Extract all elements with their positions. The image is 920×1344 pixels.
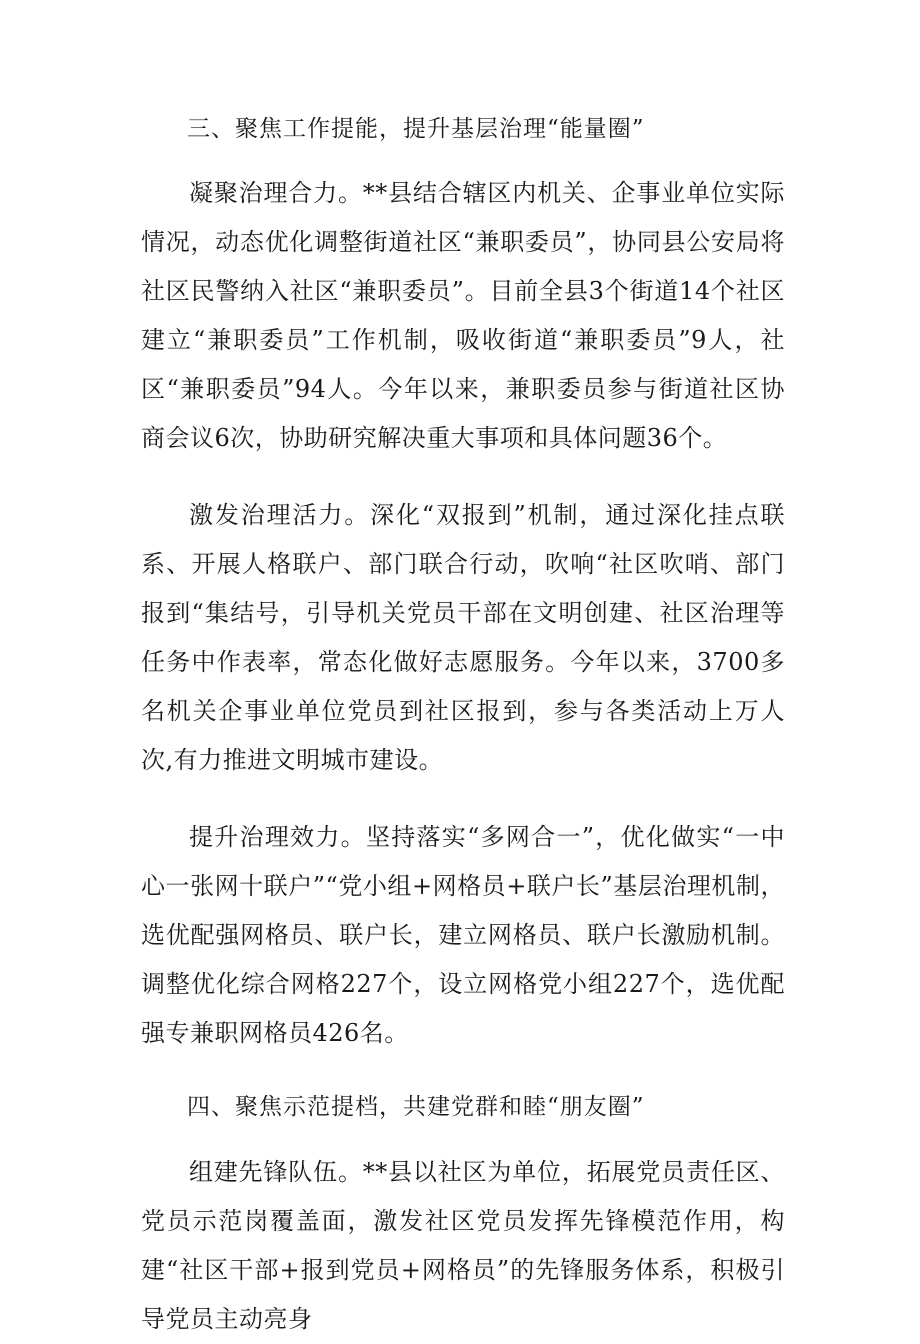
paragraph-governance-vitality: 激发治理活力。深化“双报到”机制，通过深化挂点联系、开展人格联户、部门联合行动，吹响“社区吹哨、部门报到“集结号，引导机关党员干部在文明创建、社区治理等任务中作表率，常态化做好志愿服务。今年以来，3700多名机关企事业单位党员到社区报到，参与各类活动上万人次,有力推进文明城市建设。 bbox=[141, 501, 785, 774]
section-3-heading: 三、聚焦工作提能，提升基层治理“能量圈” bbox=[187, 116, 645, 142]
paragraph-governance-cohesion: 凝聚治理合力。**县结合辖区内机关、企事业单位实际情况，动态优化调整街道社区“兼职委员”，协同县公安局将社区民警纳入社区“兼职委员”。目前全县3个街道14个社区建立“兼职委员”工作机制，吸收街道“兼职委员”9人，社区“兼职委员”94人。今年以来，兼职委员参与街道社区协商会议6次，协助研究解决重大事项和具体问题36个。 bbox=[141, 179, 785, 452]
section-4-heading: 四、聚焦示范提档，共建党群和睦“朋友圈” bbox=[187, 1094, 645, 1120]
paragraph-vanguard-team: 组建先锋队伍。**县以社区为单位，拓展党员责任区、党员示范岗覆盖面，激发社区党员发挥先锋模范作用，构建“社区干部+报到党员+网格员”的先锋服务体系，积极引导党员主动亮身 bbox=[141, 1158, 785, 1333]
paragraph-governance-effectiveness: 提升治理效力。坚持落实“多网合一”，优化做实“一中心一张网十联户”“党小组+网格员+联户长”基层治理机制，选优配强网格员、联户长，建立网格员、联户长激励机制。调整优化综合网格227个，设立网格党小组227个，选优配强专兼职网格员426名。 bbox=[141, 823, 785, 1047]
